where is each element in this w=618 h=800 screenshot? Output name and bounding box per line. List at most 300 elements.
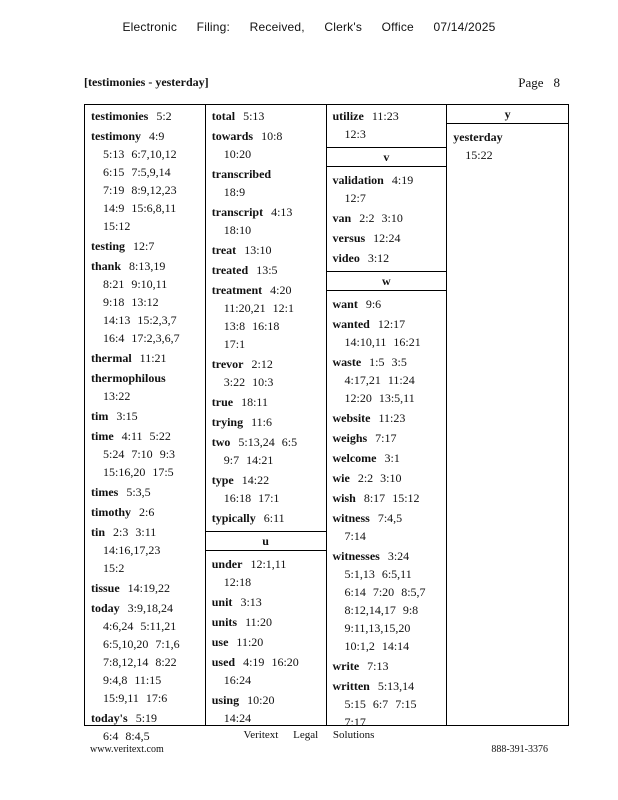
page-line-locator: 12:20	[344, 391, 372, 405]
page-value: 8	[553, 75, 560, 90]
page-line-locator: 5:24	[103, 447, 125, 461]
index-term: typically	[211, 511, 256, 525]
index-entry	[327, 407, 447, 427]
locator-line	[378, 679, 421, 693]
page-line-locator: 6:15	[103, 165, 125, 179]
page-line-locator: 16:18	[223, 491, 252, 505]
locator-line	[244, 243, 278, 257]
index-entry	[327, 447, 447, 467]
index-term: tim	[91, 409, 109, 423]
locator-line	[375, 431, 403, 445]
electronic-filing-header	[0, 20, 618, 34]
index-entry	[206, 651, 326, 689]
locator-line	[91, 199, 200, 217]
locator-line	[91, 671, 200, 689]
locator-line	[333, 125, 442, 143]
page-line-locator: 11:20	[236, 635, 264, 649]
page-line-locator: 18:11	[241, 395, 268, 409]
locator-line	[136, 711, 164, 725]
locator-line	[243, 109, 271, 123]
page-line-locator: 8:9,12,23	[131, 183, 177, 197]
page-line-locator: 2:2	[357, 471, 374, 485]
index-term: weighs	[332, 431, 368, 445]
page-line-locator: 11:20	[245, 615, 272, 629]
page-line-locator: 7:20	[372, 585, 395, 599]
page-line-locator: 13:5,11	[378, 391, 415, 405]
index-term: time	[91, 429, 114, 443]
locator-line	[212, 573, 321, 591]
page-line-locator: 9:8	[402, 603, 419, 617]
index-entry	[85, 347, 205, 367]
page-line-locator: 14:13	[103, 313, 131, 327]
page-line-locator: 10:20	[223, 147, 252, 161]
index-entry	[206, 163, 326, 201]
index-term: timothy	[91, 505, 131, 519]
index-term: written	[332, 679, 370, 693]
page-line-locator: 11:20,21	[223, 301, 266, 315]
page-line-locator: 6:4	[103, 729, 119, 743]
locator-line	[116, 409, 144, 423]
page-line-locator: 15:12	[103, 219, 131, 233]
index-entry	[85, 235, 205, 255]
page-line-locator: 14:19,22	[127, 581, 171, 595]
page-label: Page	[518, 75, 544, 90]
locator-line	[333, 583, 442, 601]
locator-line	[212, 451, 321, 469]
page-line-locator: 9:18	[103, 295, 125, 309]
header-date: 07/14/2025	[433, 20, 496, 34]
page-line-locator: 18:9	[223, 185, 246, 199]
locator-line	[91, 387, 200, 405]
page-line-locator: 14:14	[381, 639, 410, 653]
index-entry	[85, 481, 205, 501]
locator-line	[212, 671, 321, 689]
page-line-locator: 8:12,14,17	[344, 603, 396, 617]
page-line-locator: 16:20	[271, 655, 299, 669]
locator-line	[251, 415, 279, 429]
index-entry	[206, 201, 326, 239]
page-line-locator: 4:13	[271, 205, 293, 219]
locator-line	[212, 489, 321, 507]
page-line-locator: 6:5,11	[381, 567, 412, 581]
index-term: transcribed	[211, 167, 272, 181]
page-line-locator: 5:2	[156, 109, 172, 123]
page-line-locator: 7:15	[395, 697, 417, 711]
index-term: unit	[211, 595, 233, 609]
locator-line	[392, 173, 420, 187]
page-line-locator: 6:7,10,12	[131, 147, 177, 161]
page-line-locator: 2:2	[359, 211, 375, 225]
index-entry	[327, 351, 447, 407]
index-term: times	[91, 485, 119, 499]
footer-part: Solutions	[332, 729, 375, 741]
locator-line	[212, 183, 321, 201]
page-line-locator: 9:11,13,15,20	[344, 621, 411, 635]
locator-line	[270, 283, 298, 297]
locator-line	[333, 189, 442, 207]
locator-line	[133, 239, 161, 253]
page-line-locator: 17:1	[258, 491, 280, 505]
locator-line	[364, 491, 427, 505]
page-line-locator: 7:19	[103, 183, 125, 197]
index-entry	[206, 279, 326, 353]
header-part: Clerk's	[324, 20, 363, 34]
footer-part: Veritext	[243, 729, 279, 741]
page-line-locator: 8:22	[155, 655, 177, 669]
locator-line	[333, 333, 442, 351]
index-term: video	[332, 251, 360, 265]
page-line-locator: 9:6	[365, 297, 382, 311]
index-term: towards	[211, 129, 254, 143]
page-line-locator: 10:20	[247, 693, 275, 707]
page-line-locator: 14:24	[223, 711, 252, 725]
locator-line	[91, 653, 200, 671]
page-line-locator: 17:1	[223, 337, 246, 351]
page-line-locator: 17:5	[152, 465, 174, 479]
index-term: testing	[91, 239, 125, 253]
page-line-locator: 5:11,21	[140, 619, 177, 633]
index-entry	[327, 169, 447, 207]
page-line-locator: 15:9,11	[103, 691, 139, 705]
index-entry	[206, 411, 326, 431]
index-term: welcome	[332, 451, 377, 465]
locator-line	[91, 311, 200, 329]
page-line-locator: 4:6,24	[103, 619, 134, 633]
page-line-locator: 7:4,5	[377, 511, 403, 525]
locator-line	[91, 275, 200, 293]
index-term: testimonies	[91, 109, 149, 123]
page-line-locator: 13:5	[256, 263, 278, 277]
locator-line	[128, 581, 177, 595]
index-entry	[327, 487, 447, 507]
locator-line	[372, 109, 406, 123]
page-line-locator: 12:24	[373, 231, 401, 245]
page-line-locator: 7:1,6	[155, 637, 180, 651]
page-line-locator: 10:3	[252, 375, 274, 389]
index-term: wie	[332, 471, 350, 485]
locator-line	[333, 619, 442, 637]
index-term: tissue	[91, 581, 120, 595]
letter-heading: w	[327, 271, 447, 291]
index-term: type	[211, 473, 234, 487]
page-line-locator: 14:9	[103, 201, 125, 215]
page-line-locator: 3:10	[380, 471, 402, 485]
index-term: trevor	[211, 357, 244, 371]
index-term: versus	[332, 231, 366, 245]
index-term: tin	[91, 525, 106, 539]
page-line-locator: 15:2	[103, 561, 125, 575]
footer-company	[0, 729, 618, 741]
index-term: testimony	[91, 129, 141, 143]
page-line-locator: 3:11	[135, 525, 157, 539]
index-entry	[327, 427, 447, 447]
locator-line	[91, 145, 200, 163]
locator-line	[149, 129, 171, 143]
header-part: Electronic	[122, 20, 178, 34]
index-range: [testimonies - yesterday]	[84, 75, 209, 89]
page-line-locator: 7:17	[344, 715, 366, 729]
locator-line	[126, 485, 157, 499]
locator-line	[378, 317, 412, 331]
index-entry	[206, 469, 326, 507]
page-line-locator: 11:6	[251, 415, 272, 429]
index-entry	[85, 501, 205, 521]
locator-line	[333, 527, 442, 545]
locator-line	[212, 221, 321, 239]
locator-line	[241, 395, 275, 409]
locator-line	[91, 329, 200, 347]
index-term: thermophilous	[91, 371, 166, 385]
page-line-locator: 12:7	[344, 191, 366, 205]
locator-line	[91, 217, 200, 235]
letter-heading: v	[327, 147, 447, 167]
locator-line	[91, 617, 200, 635]
index-term: want	[332, 297, 358, 311]
index-entry	[85, 597, 205, 707]
index-entry	[85, 367, 205, 405]
locator-line	[91, 181, 200, 199]
page-line-locator: 14:10,11	[344, 335, 387, 349]
page-line-locator: 7:10	[131, 447, 153, 461]
page-number	[508, 75, 560, 91]
index-term: under	[211, 557, 243, 571]
index-entry	[206, 591, 326, 611]
page-line-locator: 13:10	[244, 243, 272, 257]
page-line-locator: 15:2,3,7	[137, 313, 177, 327]
page-line-locator: 11:23	[371, 109, 399, 123]
index-term: treat	[211, 243, 237, 257]
page-line-locator: 7:8,12,14	[103, 655, 149, 669]
locator-line	[252, 357, 280, 371]
page-line-locator: 14:21	[246, 453, 274, 467]
index-column	[327, 105, 448, 729]
index-entry	[447, 126, 568, 164]
locator-line	[212, 145, 321, 163]
index-entry	[85, 405, 205, 425]
locator-line	[212, 709, 321, 727]
index-term: thank	[91, 259, 122, 273]
footer-part: Legal	[293, 729, 319, 741]
page-line-locator: 15:22	[465, 148, 493, 162]
page-line-locator: 10:8	[261, 129, 283, 143]
locator-line	[122, 429, 178, 443]
locator-line	[368, 251, 396, 265]
locator-line	[333, 637, 442, 655]
index-term: witness	[332, 511, 370, 525]
index-term: two	[211, 435, 231, 449]
locator-line	[379, 411, 413, 425]
locator-line	[243, 655, 306, 669]
index-entry	[327, 247, 447, 267]
locator-line	[256, 263, 284, 277]
header-part: Received,	[249, 20, 305, 34]
index-term: used	[211, 655, 236, 669]
index-entry	[327, 545, 447, 655]
locator-line	[373, 231, 407, 245]
index-entry	[327, 507, 447, 545]
index-term: write	[332, 659, 360, 673]
page-line-locator: 16:4	[103, 331, 125, 345]
page-line-locator: 5:22	[149, 429, 171, 443]
index-entry	[206, 689, 326, 727]
index-term: using	[211, 693, 240, 707]
index-column	[447, 105, 568, 725]
page-line-locator: 6:5,10,20	[103, 637, 149, 651]
page-line-locator: 6:5	[281, 435, 298, 449]
page-line-locator: 5:1,13	[344, 567, 375, 581]
page-line-locator: 6:11	[263, 511, 285, 525]
header-part: Office	[381, 20, 414, 34]
index-entry	[327, 655, 447, 675]
page-line-locator: 3:1	[384, 451, 400, 465]
index-entry	[206, 631, 326, 651]
page-line-locator: 8:21	[103, 277, 125, 291]
page-line-locator: 2:12	[251, 357, 273, 371]
index-entry	[206, 259, 326, 279]
locator-line	[333, 371, 442, 389]
page-line-locator: 13:12	[131, 295, 159, 309]
index-entry	[85, 255, 205, 347]
index-term: utilize	[332, 109, 364, 123]
locator-line	[240, 595, 268, 609]
page-line-locator: 5:13,14	[377, 679, 415, 693]
locator-line	[212, 299, 321, 317]
page-line-locator: 11:23	[378, 411, 406, 425]
locator-line	[384, 451, 406, 465]
locator-line	[388, 549, 416, 563]
page-line-locator: 9:4,8	[103, 673, 128, 687]
locator-line	[261, 129, 289, 143]
index-entry	[85, 125, 205, 235]
locator-line	[264, 511, 292, 525]
locator-line	[333, 695, 442, 713]
locator-line	[91, 445, 200, 463]
locator-line	[91, 689, 200, 707]
page-line-locator: 9:3	[159, 447, 176, 461]
page-line-locator: 3:13	[240, 595, 262, 609]
page-line-locator: 5:13,24	[238, 435, 275, 449]
locator-line	[91, 635, 200, 653]
page-line-locator: 4:17,21	[344, 373, 381, 387]
index-term: thermal	[91, 351, 132, 365]
page-line-locator: 5:3,5	[126, 485, 151, 499]
page-line-locator: 17:2,3,6,7	[131, 331, 180, 345]
page-line-locator: 3:15	[116, 409, 138, 423]
locator-line	[250, 557, 293, 571]
page-line-locator: 5:13	[243, 109, 265, 123]
index-term: today's	[91, 711, 128, 725]
page-line-locator: 9:7	[223, 453, 240, 467]
index-entry	[327, 313, 447, 351]
locator-line	[247, 693, 281, 707]
index-term: waste	[332, 355, 362, 369]
page-line-locator: 4:11	[121, 429, 143, 443]
locator-line	[367, 659, 395, 673]
page-line-locator: 4:9	[149, 129, 165, 143]
index-entry	[327, 105, 447, 143]
footer-phone: 888-391-3376	[491, 744, 548, 755]
locator-line	[271, 205, 299, 219]
page-line-locator: 15:12	[392, 491, 420, 505]
page-line-locator: 17:6	[145, 691, 168, 705]
page-line-locator: 11:21	[139, 351, 167, 365]
page-line-locator: 11:15	[134, 673, 162, 687]
index-entry	[206, 105, 326, 125]
locator-line	[242, 473, 276, 487]
locator-line	[366, 297, 388, 311]
page-line-locator: 9:10,11	[131, 277, 168, 291]
index-entry	[206, 431, 326, 469]
page-line-locator: 1:5	[369, 355, 385, 369]
index-term: use	[211, 635, 229, 649]
page-line-locator: 12:18	[223, 575, 252, 589]
locator-line	[369, 355, 414, 369]
index-entry	[85, 425, 205, 481]
letter-heading: u	[206, 531, 326, 551]
page-line-locator: 13:22	[103, 389, 131, 403]
index-entry	[327, 675, 447, 731]
page-line-locator: 3:10	[381, 211, 403, 225]
page-line-locator: 7:17	[375, 431, 397, 445]
page-line-locator: 3:12	[367, 251, 390, 265]
locator-line	[333, 565, 442, 583]
locator-line	[113, 525, 163, 539]
index-term: wish	[332, 491, 356, 505]
page-line-locator: 8:13,19	[129, 259, 166, 273]
index-term: treatment	[211, 283, 263, 297]
page-line-locator: 14:22	[241, 473, 270, 487]
index-entry	[327, 207, 447, 227]
page-line-locator: 3:24	[387, 549, 410, 563]
index-term: website	[332, 411, 371, 425]
page-line-locator: 5:13	[103, 147, 125, 161]
index-entry	[206, 125, 326, 163]
index-entry	[206, 353, 326, 391]
page-line-locator: 12:7	[133, 239, 155, 253]
locator-line	[212, 373, 321, 391]
page-line-locator: 8:4,5	[125, 729, 150, 743]
index-term: trying	[211, 415, 244, 429]
page-line-locator: 7:13	[367, 659, 389, 673]
page-line-locator: 8:17	[363, 491, 386, 505]
letter-heading: y	[447, 105, 568, 124]
page-line-locator: 16:24	[223, 673, 252, 687]
locator-line	[236, 635, 270, 649]
locator-line	[91, 541, 200, 559]
index-column	[206, 105, 327, 725]
index-term: total	[211, 109, 236, 123]
header-part: Filing:	[196, 20, 231, 34]
locator-line	[129, 259, 172, 273]
index-entry	[85, 577, 205, 597]
page-line-locator: 4:19	[391, 173, 414, 187]
page-line-locator: 2:3	[113, 525, 129, 539]
page-line-locator: 18:10	[223, 223, 252, 237]
page-line-locator: 15:16,20	[103, 465, 146, 479]
page-line-locator: 7:14	[344, 529, 366, 543]
footer-website: www.veritext.com	[90, 744, 164, 755]
page-line-locator: 16:21	[393, 335, 421, 349]
locator-line	[212, 335, 321, 353]
locator-line	[453, 146, 563, 164]
page-line-locator: 3:5	[391, 355, 407, 369]
index-entry	[327, 227, 447, 247]
page-line-locator: 10:1,2	[344, 639, 375, 653]
locator-line	[91, 163, 200, 181]
page-line-locator: 3:9,18,24	[127, 601, 174, 615]
locator-line	[212, 317, 321, 335]
page-line-locator: 4:19	[243, 655, 265, 669]
